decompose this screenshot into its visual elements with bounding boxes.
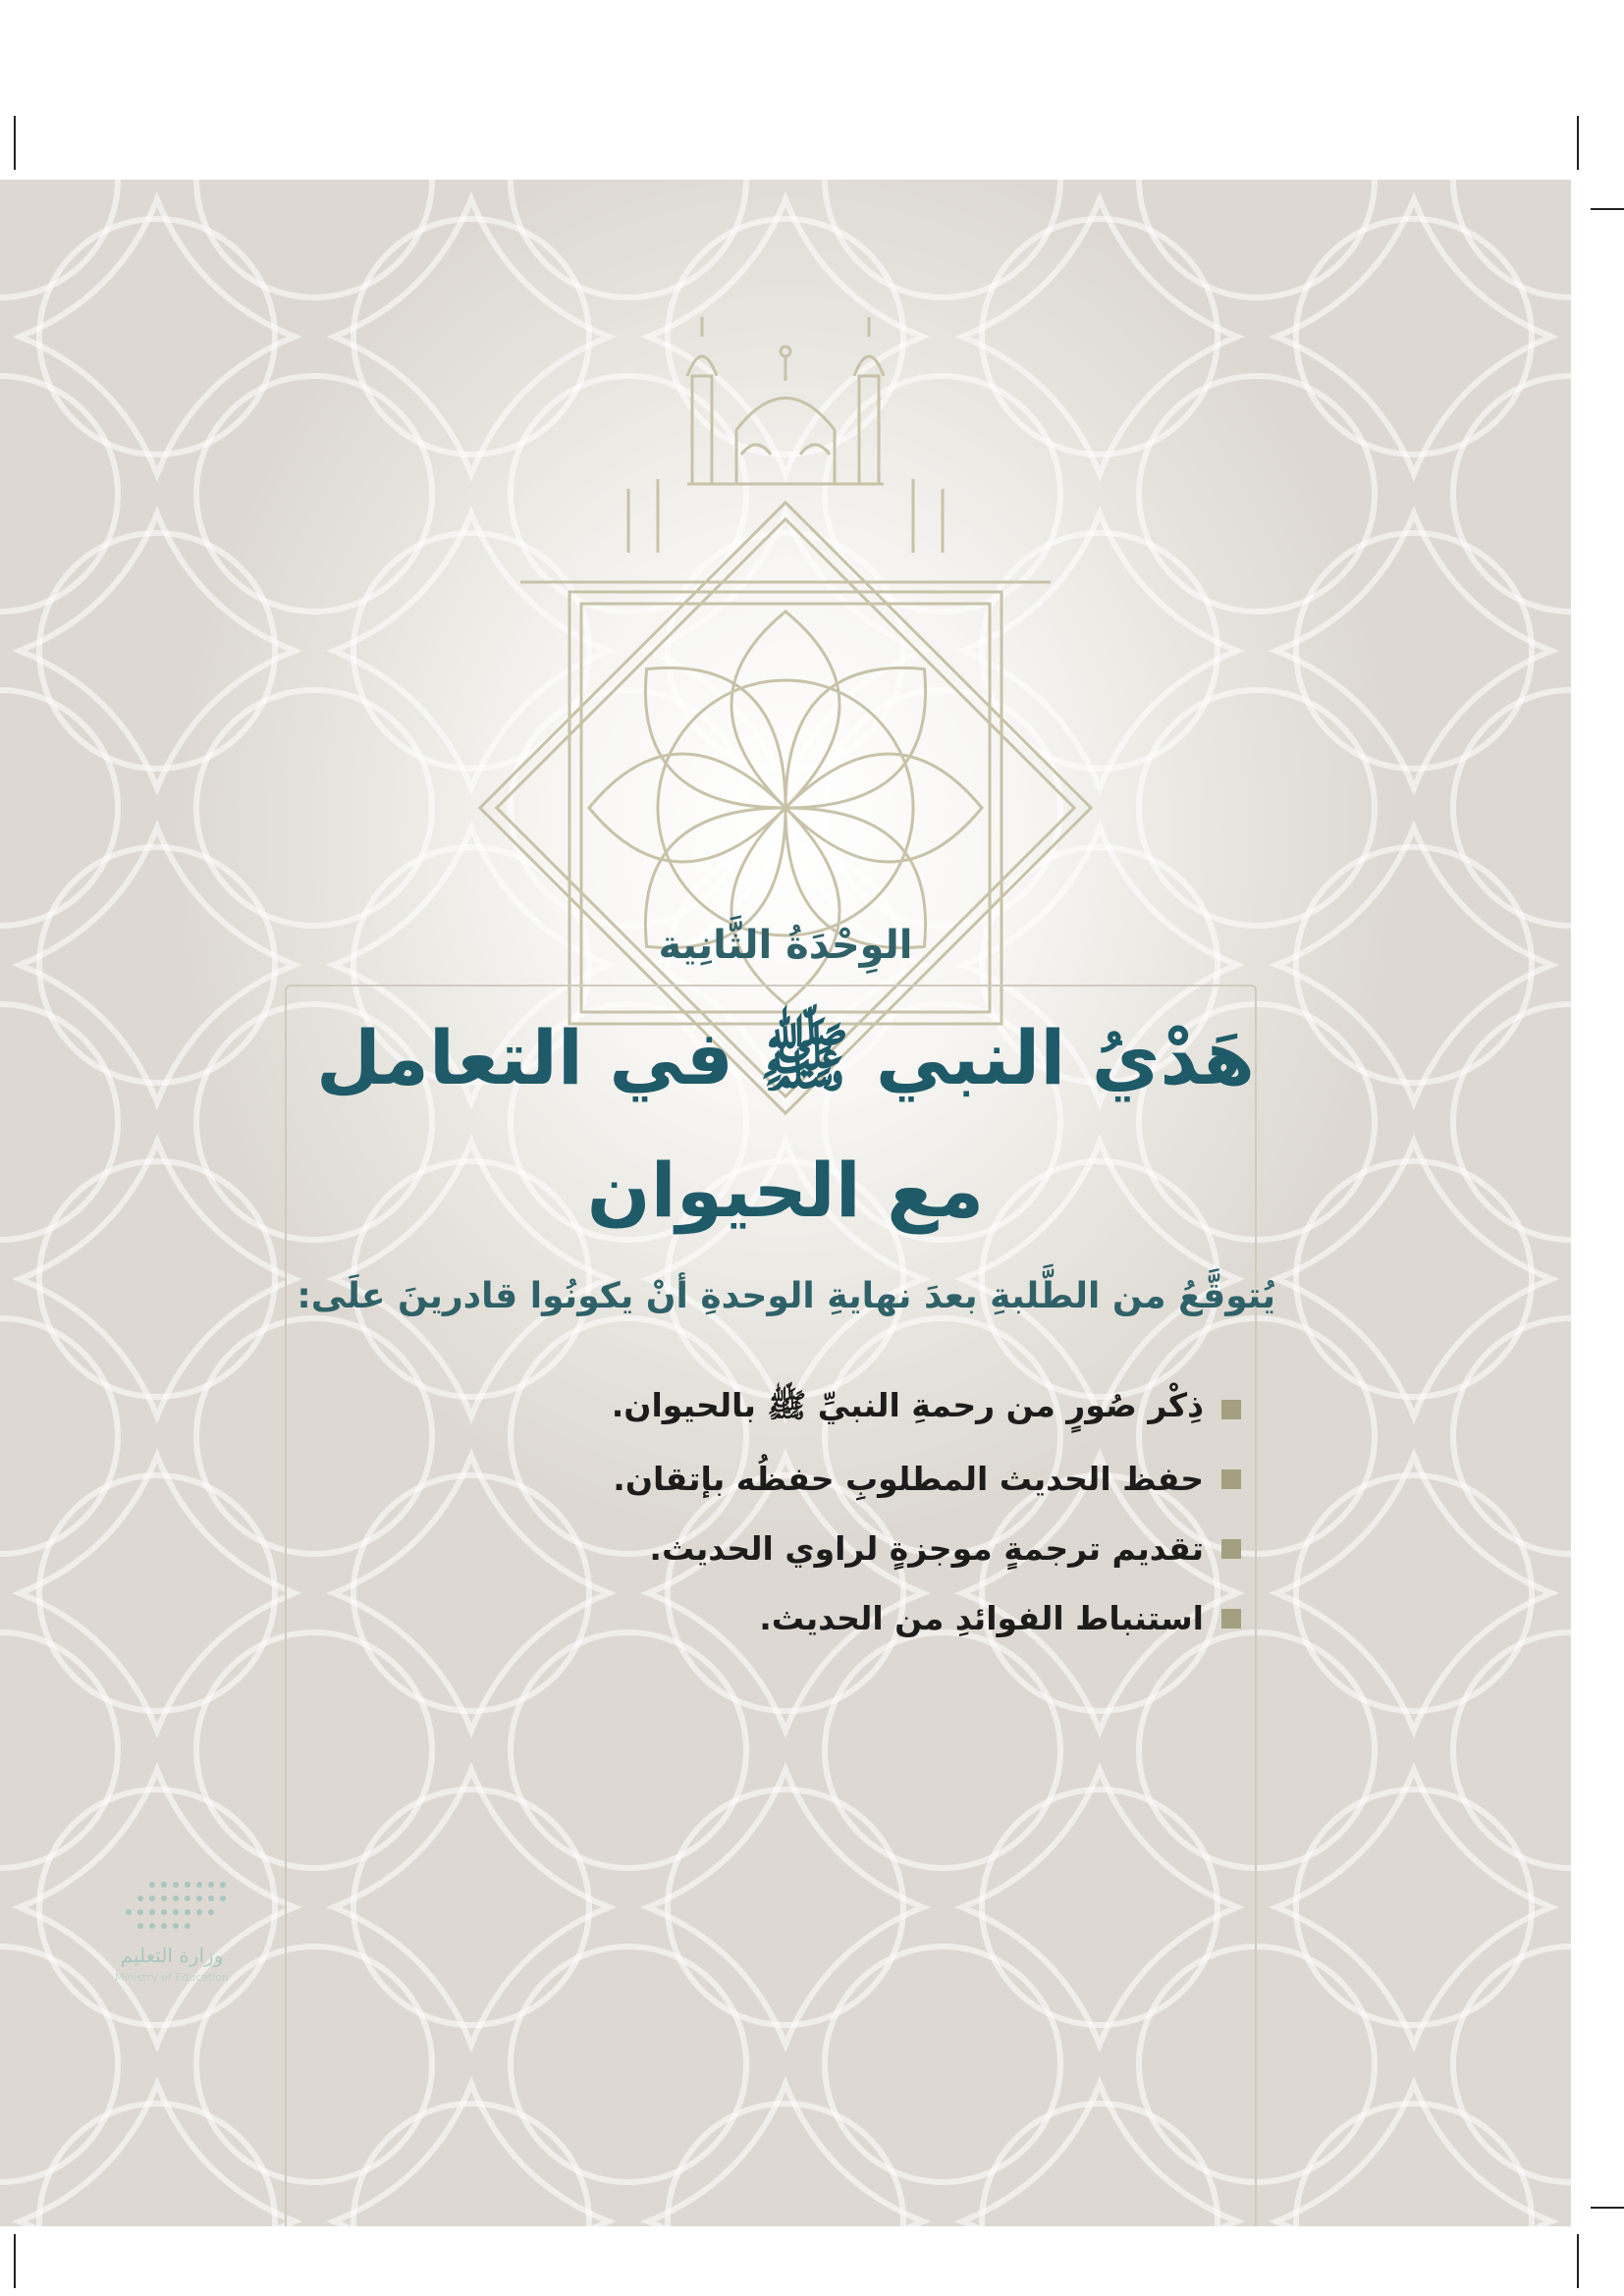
crop-mark [14, 2234, 16, 2288]
list-item [357, 1374, 1241, 1444]
ministry-logo [83, 1873, 260, 2001]
page-title-line-1: هَدْيُ النبي ﷺ في التعامل [315, 1014, 1255, 1101]
crop-mark [1591, 2207, 1624, 2209]
objective-text: تقديم ترجمةٍ موجزةٍ لراوي الحديث. [649, 1529, 1204, 1568]
square-bullet-icon [1221, 1400, 1241, 1419]
crop-mark [14, 116, 16, 170]
objectives-intro: يُتوقَّعُ من الطَّلبةِ بعدَ نهايةِ الوحدةِ أنْ يكونُوا قادرينَ علَى: [297, 1276, 1275, 1316]
crop-mark [1591, 208, 1624, 210]
objective-text: استنباط الفوائدِ من الحديث. [759, 1599, 1204, 1637]
ministry-name: وزارة التعليم [120, 1944, 224, 1967]
dots-logo-icon [83, 1873, 260, 1942]
objectives-list [357, 1374, 1241, 1653]
page-title-line-2: مع الحيوان [586, 1147, 985, 1234]
unit-label: الوِحْدَةُ الثَّانِية [658, 923, 913, 968]
square-bullet-icon [1221, 1609, 1241, 1629]
ministry-subtitle: Ministry of Education [114, 1971, 229, 1984]
objective-text: حفظ الحديث المطلوبِ حفظُه بإتقان. [613, 1460, 1204, 1498]
list-item [357, 1583, 1241, 1653]
objective-text: ذِكْر صُورٍ من رحمةِ النبيِّ ﷺ بالحيوان. [611, 1385, 1204, 1424]
crop-mark [1577, 2234, 1579, 2288]
square-bullet-icon [1221, 1539, 1241, 1559]
list-item [357, 1514, 1241, 1583]
crop-mark [1577, 116, 1579, 170]
square-bullet-icon [1221, 1469, 1241, 1489]
list-item [357, 1444, 1241, 1514]
